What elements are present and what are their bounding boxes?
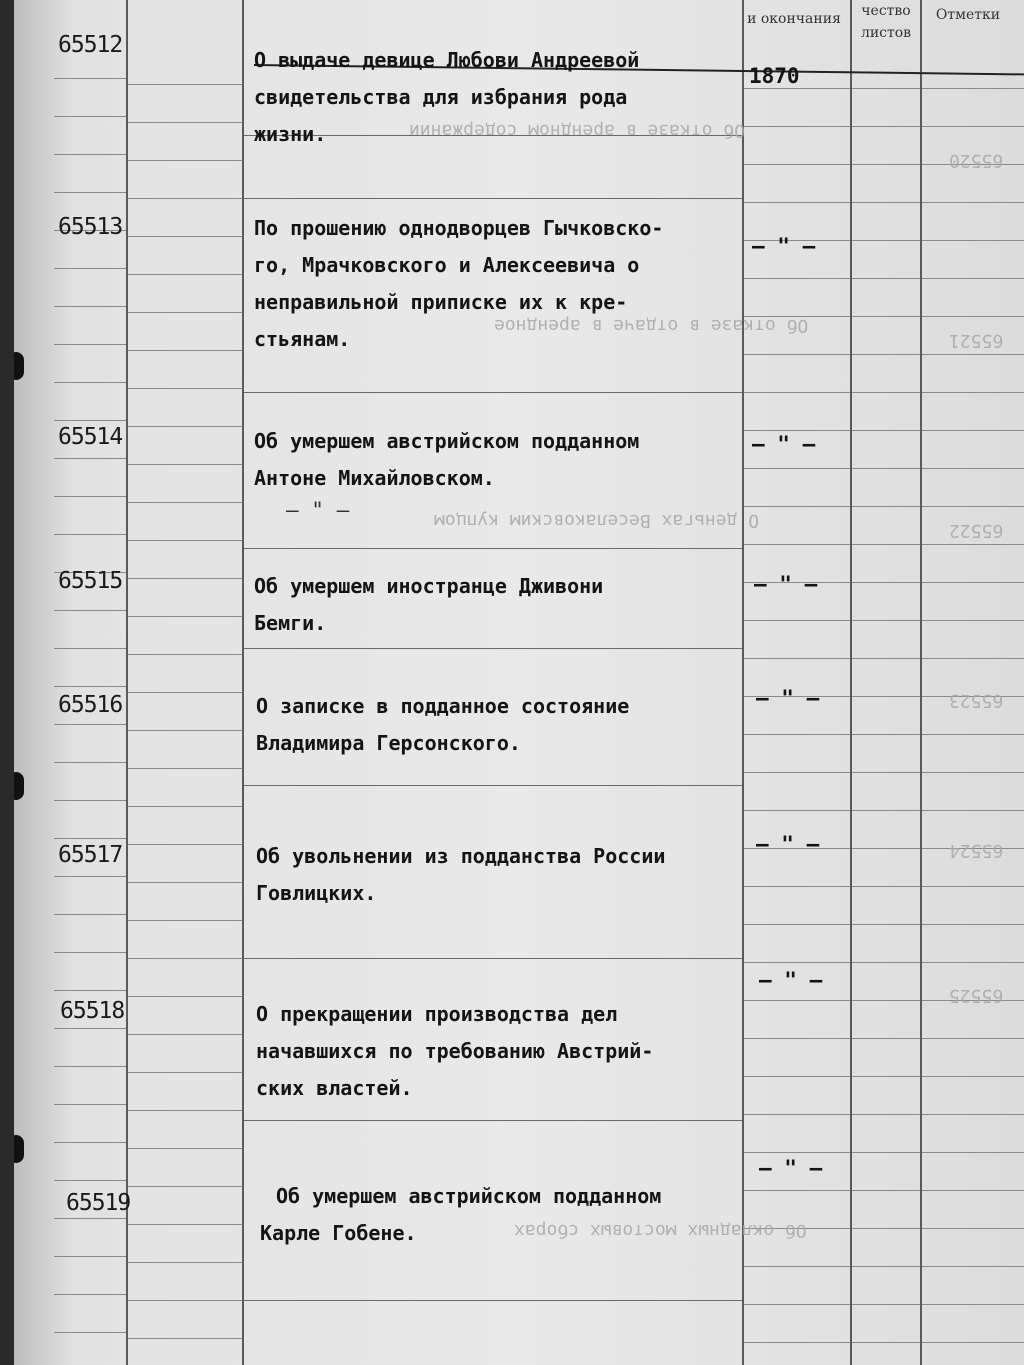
binding-hole: [14, 772, 24, 800]
ruled-line: [744, 620, 1024, 621]
ruled-line: [744, 772, 1024, 773]
entry-separator: [244, 648, 742, 649]
entry-number: 65515: [58, 568, 123, 594]
ruled-line: [744, 354, 1024, 355]
column-divider: [742, 0, 744, 1365]
bleed-through-text: Об отказе в арендном содержании: [409, 120, 745, 141]
entry-number: 65516: [58, 692, 123, 718]
bleed-through-text: Об окладных мостовых сборах: [514, 1220, 807, 1241]
ruled-line: [128, 84, 242, 85]
ruled-line: [128, 654, 242, 655]
ruled-line: [54, 192, 126, 193]
ruled-line: [54, 306, 126, 307]
ruled-line: [744, 392, 1024, 393]
ruled-line: [128, 540, 242, 541]
entry-date: – " –: [752, 234, 816, 258]
ruled-line: [54, 838, 126, 839]
entry-date: – " –: [756, 686, 820, 710]
ruled-line: [54, 724, 126, 725]
ruled-line: [54, 1218, 126, 1219]
ruled-line: [744, 468, 1024, 469]
ruled-line: [54, 1256, 126, 1257]
ruled-line: [128, 1034, 242, 1035]
ruled-line: [54, 496, 126, 497]
ruled-line: [128, 464, 242, 465]
ruled-line: [744, 1342, 1024, 1343]
ruled-line: [54, 268, 126, 269]
ruled-line: [54, 1104, 126, 1105]
binding-hole: [14, 1135, 24, 1163]
entry-title: Об умершем австрийском подданном Антоне Михайловском.: [254, 429, 640, 490]
ruled-line: [128, 350, 242, 351]
ruled-line: [54, 382, 126, 383]
ruled-line: [744, 658, 1024, 659]
ruled-line: [54, 952, 126, 953]
ruled-line: [128, 768, 242, 769]
ruled-line: [128, 274, 242, 275]
ruled-line: [128, 1148, 242, 1149]
ruled-line: [128, 1224, 242, 1225]
ruled-line: [744, 430, 1024, 431]
ruled-line: [128, 1186, 242, 1187]
bleed-through-text: 65520: [949, 150, 1004, 171]
ruled-line: [54, 420, 126, 421]
entry-separator: [244, 198, 742, 199]
bleed-through-text: 65523: [949, 690, 1004, 711]
ruled-line: [744, 810, 1024, 811]
ruled-line: [744, 924, 1024, 925]
ruled-line: [54, 1066, 126, 1067]
ruled-line: [128, 844, 242, 845]
ruled-line: [744, 88, 1024, 89]
entry-title: О записке в подданное состояние Владимира Герсонского.: [256, 694, 630, 755]
bleed-through-text: 65521: [949, 330, 1004, 351]
entry-number: 65517: [58, 842, 123, 868]
binding-hole: [14, 352, 24, 380]
ruled-line: [744, 126, 1024, 127]
ruled-line: [744, 1190, 1024, 1191]
ruled-line: [128, 1072, 242, 1073]
ruled-line: [744, 506, 1024, 507]
bleed-through-text: 65524: [949, 840, 1004, 861]
ruled-line: [128, 920, 242, 921]
entry-separator: [244, 1300, 742, 1301]
ruled-line: [128, 198, 242, 199]
ruled-line: [128, 958, 242, 959]
bleed-through-text: О деньгах Веселаковским купцом: [434, 510, 760, 531]
ruled-line: [54, 1180, 126, 1181]
ruled-line: [54, 610, 126, 611]
ruled-line: [54, 1294, 126, 1295]
entry-number: 65514: [58, 424, 123, 450]
ruled-line: [744, 544, 1024, 545]
archive-ledger-page: [14, 0, 1024, 1365]
entry-number: 65512: [58, 32, 123, 58]
ruled-line: [744, 962, 1024, 963]
entry-title: Об увольнении из подданства России Говлицких.: [256, 844, 666, 905]
ruled-line: [744, 1076, 1024, 1077]
ruled-line: [744, 278, 1024, 279]
entry-separator: [244, 392, 742, 393]
ruled-line: [744, 886, 1024, 887]
ruled-line: [128, 730, 242, 731]
column-divider: [850, 0, 852, 1365]
ruled-line: [128, 426, 242, 427]
ruled-line: [128, 236, 242, 237]
entry-date: – " –: [759, 968, 823, 992]
ruled-line: [54, 154, 126, 155]
entry-date: – " –: [752, 432, 816, 456]
entry-title: О прекращении производства дел начавшихся по требованию Австрий- ских властей.: [256, 1002, 654, 1100]
ruled-line: [128, 1300, 242, 1301]
entry-separator: [244, 1120, 742, 1121]
ruled-line: [744, 1266, 1024, 1267]
header-dates: и окончания: [747, 11, 841, 27]
stray-ditto-mark: – " –: [286, 498, 350, 522]
ruled-line: [54, 1142, 126, 1143]
ruled-line: [744, 1304, 1024, 1305]
ruled-line: [54, 534, 126, 535]
bleed-through-text: 65522: [949, 520, 1004, 541]
ruled-line: [54, 800, 126, 801]
ruled-line: [54, 990, 126, 991]
ruled-line: [128, 578, 242, 579]
entry-title: О выдаче девице Любови Андреевой свидетельства для избрания рода жизни.: [254, 48, 640, 146]
ruled-line: [128, 1338, 242, 1339]
entry-number: 65518: [60, 998, 125, 1024]
ruled-line: [54, 458, 126, 459]
ruled-line: [128, 1262, 242, 1263]
entry-separator: [244, 785, 742, 786]
ruled-line: [128, 616, 242, 617]
entry-number: 65513: [58, 214, 123, 240]
bleed-through-text: Об отказе в отдаче в арендное: [494, 315, 809, 336]
ruled-line: [128, 692, 242, 693]
ruled-line: [54, 1332, 126, 1333]
ruled-line: [54, 914, 126, 915]
ruled-line: [744, 202, 1024, 203]
ruled-line: [128, 806, 242, 807]
ruled-line: [54, 1028, 126, 1029]
entry-date: – " –: [756, 832, 820, 856]
ruled-line: [54, 686, 126, 687]
header-notes: Отметки: [935, 7, 1001, 23]
ruled-line: [54, 344, 126, 345]
ruled-line: [54, 648, 126, 649]
bleed-through-text: 65525: [949, 985, 1004, 1006]
ruled-line: [744, 1152, 1024, 1153]
column-divider: [242, 0, 244, 1365]
header-sheets: чество листов: [860, 3, 912, 41]
ruled-line: [128, 122, 242, 123]
ruled-line: [128, 1110, 242, 1111]
column-divider: [126, 0, 128, 1365]
ruled-line: [744, 734, 1024, 735]
entry-date: 1870: [749, 64, 800, 88]
ruled-line: [128, 502, 242, 503]
entry-separator: [244, 548, 742, 549]
entry-number: 65519: [66, 1190, 131, 1216]
ruled-line: [54, 762, 126, 763]
entry-date: – " –: [759, 1156, 823, 1180]
ruled-line: [54, 876, 126, 877]
ruled-line: [128, 882, 242, 883]
ruled-line: [54, 116, 126, 117]
entry-separator: [244, 958, 742, 959]
ruled-line: [128, 160, 242, 161]
entry-title: Об умершем иностранце Дживони Бемги.: [254, 574, 604, 635]
entry-title: По прошению однодворцев Гычковско- го, Мрачковского и Алексеевича о неправильной приписке их к кре- стьянам.: [254, 216, 664, 351]
ruled-line: [744, 1114, 1024, 1115]
entry-date: – " –: [754, 572, 818, 596]
ruled-line: [54, 78, 126, 79]
column-divider: [920, 0, 922, 1365]
ruled-line: [744, 1038, 1024, 1039]
ruled-line: [128, 996, 242, 997]
entry-title: Об умершем австрийском подданном Карле Гобене.: [260, 1184, 662, 1245]
ruled-line: [128, 312, 242, 313]
ruled-line: [128, 388, 242, 389]
